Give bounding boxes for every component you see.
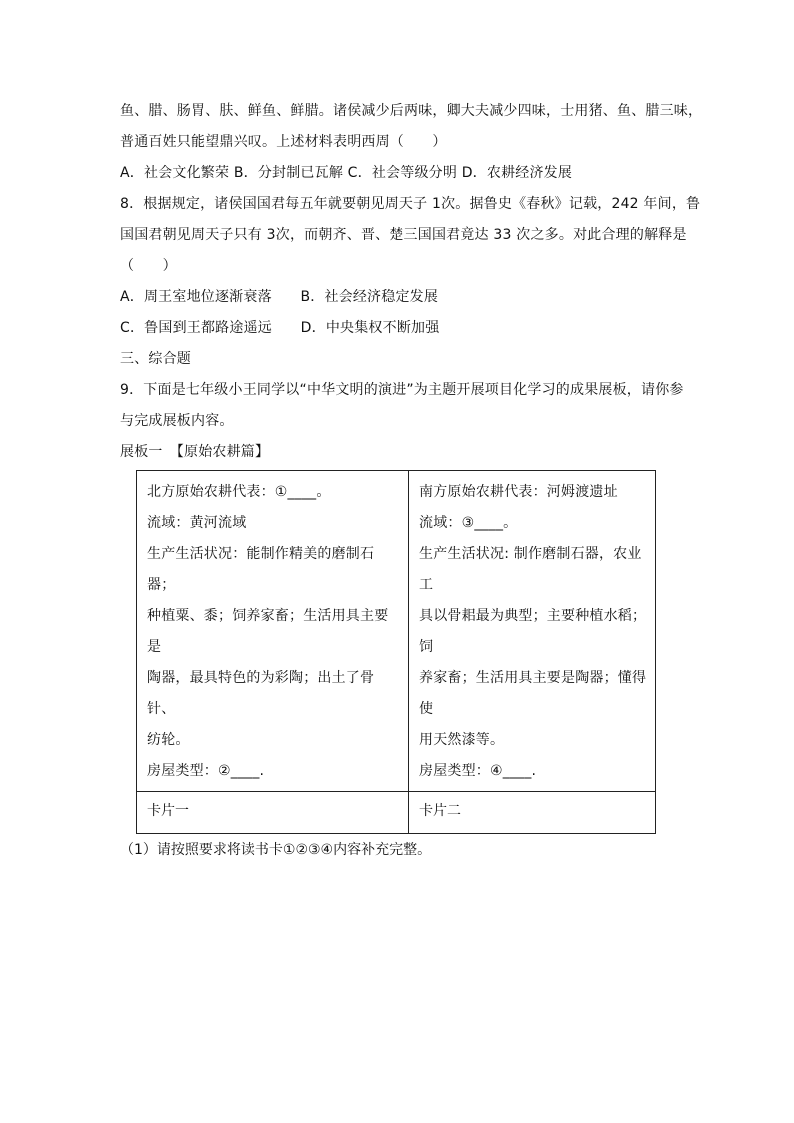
north-house-type: 房屋类型：②____. (147, 763, 265, 779)
q7-options: A．社会文化繁荣 B．分封制已瓦解 C．社会等级分明 D．农耕经济发展 (120, 165, 573, 181)
south-life-line-4: 用天然漆等。 (419, 732, 505, 748)
q8-options-row-1 (120, 282, 680, 313)
q7-text-line-2: 普通百姓只能望鼎兴叹。上述材料表明西周（ ） (120, 134, 447, 150)
south-representative: 南方原始农耕代表：河姆渡遗址 (419, 484, 618, 500)
q8-text-line-3: （ ） (120, 258, 177, 274)
south-life-line-1: 生产生活状况: 制作磨制石器，农业工 (419, 546, 642, 593)
sub-question-1: （1）请按照要求将读书卡①②③④内容补充完整。 (120, 842, 432, 858)
north-life-line-2: 种植粟、黍；饲养家畜；生活用具主要是 (147, 608, 389, 655)
north-basin: 流域：黄河流域 (147, 515, 247, 531)
north-life-line-4: 纺轮。 (147, 732, 190, 748)
q8-text-line-2: 国国君朝见周天子只有 3次，而朝齐、晋、楚三国国君竟达 33 次之多。对此合理的解释是 (120, 227, 687, 243)
south-house-type: 房屋类型：④____. (419, 763, 537, 779)
exhibit-table (136, 470, 656, 834)
q9-text-line-2: 与完成展板内容。 (120, 413, 234, 429)
table-row-cards (137, 791, 655, 833)
q8-option-c: C．鲁国到王都路途遥远 (120, 320, 272, 336)
table-row-content (137, 471, 655, 791)
north-life-line-3: 陶器，最具特色的为彩陶；出土了骨针、 (147, 670, 375, 717)
south-basin: 流域：③____。 (419, 515, 518, 531)
q7-text-line-1: 鱼、腊、肠胃、肤、鲜鱼、鲜腊。诸侯减少后两味，卿大夫减少四味，士用猪、鱼、腊三味， (120, 103, 703, 119)
q8-option-a: A．周王室地位逐渐衰落 (120, 289, 272, 305)
document-page (120, 96, 703, 864)
board-label: 展板一 【原始农耕篇】 (120, 444, 270, 460)
section-heading: 三、综合题 (120, 351, 191, 367)
q8-option-d: D．中央集权不断加强 (300, 320, 440, 336)
q8-options-row-2 (120, 313, 680, 344)
table-cell-south (409, 471, 655, 791)
north-life-line-1: 生产生活状况：能制作精美的磨制石器； (147, 546, 375, 593)
table-cell-north (137, 471, 409, 791)
south-life-line-2: 具以骨耜最为典型；主要种植水稻；饲 (419, 608, 647, 655)
q9-text-line-1: 9．下面是七年级小王同学以“中华文明的演进”为主题开展项目化学习的成果展板，请你参 (120, 382, 684, 398)
card-one-label: 卡片一 (137, 792, 409, 833)
south-life-line-3: 养家畜；生活用具主要是陶器；懂得使 (419, 670, 647, 717)
north-representative: 北方原始农耕代表：①____。 (147, 484, 331, 500)
card-two-label: 卡片二 (419, 803, 461, 819)
q8-option-b: B．社会经济稳定发展 (300, 289, 439, 305)
q8-text-line-1: 8．根据规定，诸侯国国君每五年就要朝见周天子 1次。据鲁史《春秋》记载，242 年间，鲁 (120, 196, 701, 212)
